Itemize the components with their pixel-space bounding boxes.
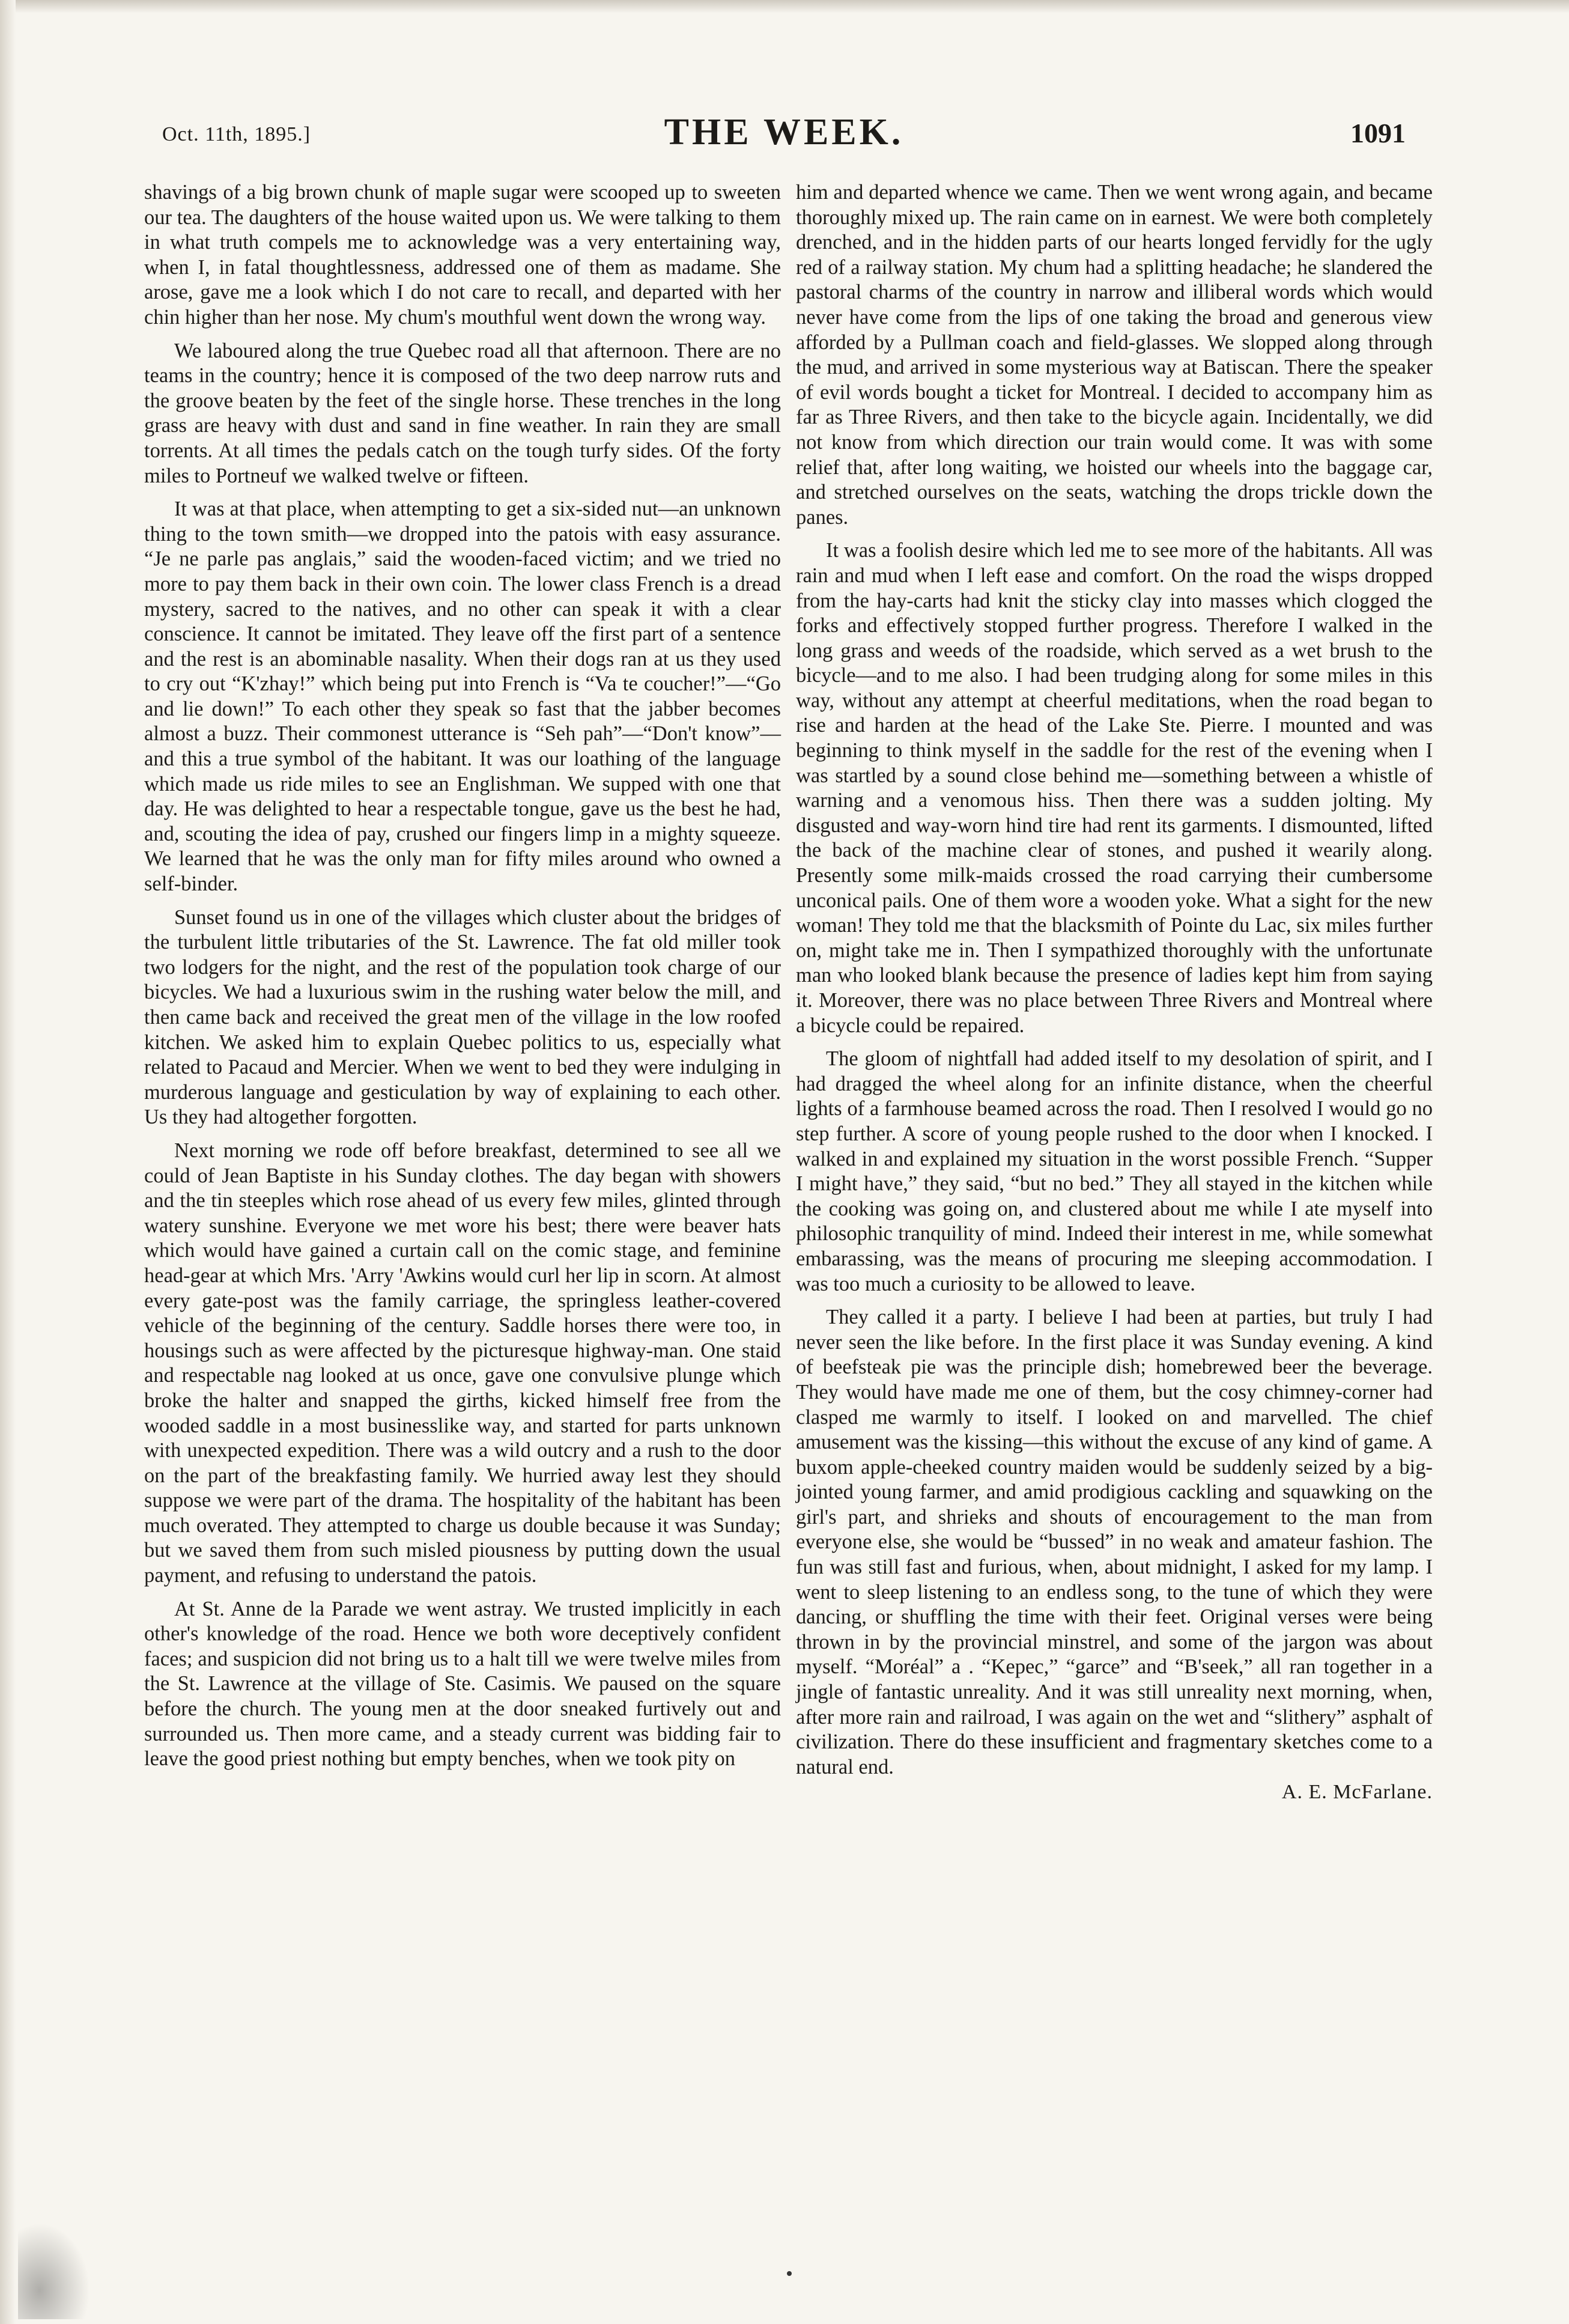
- right-column: [796, 180, 1433, 1805]
- page-number: 1091: [1350, 118, 1406, 148]
- masthead-title: THE WEEK.: [664, 112, 904, 153]
- issue-date: Oct. 11th, 1895.]: [162, 123, 311, 145]
- paragraph: They called it a party. I believe I had been at parties, but truly I had never seen the like before. In the first place it was Sunday evening. A kind of beefsteak pie was the principle dish; homebrewed beer the beverage. They would have made me one of them, but the cosy chimney-corner had clasped me warmly to itself. I looked on and marvelled. The chief amusement was the kissing—this without the excuse of any kind of game. A buxom apple-cheeked country maiden would be suddenly seized by a big-jointed young farmer, and amid prodigious cackling and squawking on the girl's part, and shrieks and shouts of encouragement to the man from everyone else, she would be “bussed” in no weak and amateur fashion. The fun was still fast and furious, when, about midnight, I asked for my lamp. I went to sleep listening to an endless song, to the tune of which they were dancing, or shuffling the time with their feet. Original verses were being thrown in by the provincial minstrel, and some of the jargon was about myself. “Moréal” a . “Kepec,” “garce” and “B'seek,” all ran together in a jingle of fantastic unreality. And it was still unreality next morning, when, after more rain and railroad, I was again on the wet and “slithery” asphalt of civilization. There do these insufficient and fragmentary sketches come to a natural end.: [796, 1306, 1433, 1778]
- paragraph: him and departed whence we came. Then we went wrong again, and became thoroughly mixed up. The rain came on in earnest. We were both completely drenched, and in the hidden parts of our hearts longed fervidly for the ugly red of a railway station. My chum had a splitting headache; he slandered the pastoral charms of the country in narrow and illiberal words which would never have come from the lips of one taking the broad and generous view afforded by a Pullman coach and field-glasses. We slopped along through the mud, and arrived in some mysterious way at Batiscan. There the speaker of evil words bought a ticket for Montreal. I decided to accompany him as far as Three Rivers, and then take to the bicycle again. Incidentally, we did not know from which direction our train would come. It was with some relief that, after long waiting, we hoisted our wheels into the baggage car, and stretched ourselves on the seats, watching the drops trickle down the panes.: [796, 181, 1433, 529]
- author-signature: A. E. McFarlane.: [1281, 1781, 1433, 1804]
- paragraph: It was at that place, when attempting to get a six-sided nut—an unknown thing to the town smith—we dropped into the patois with easy assurance. “Je ne parle pas anglais,” said the wooden-faced victim; and we tried no more to pay them back in their own coin. The lower class French is a dread mystery, sacred to the natives, and no other can speak it with a clear conscience. It cannot be imitated. They leave off the first part of a sentence and the rest is an abominable nasality. When their dogs ran at us they used to cry out “K'zhay!” which being put into French is “Va te coucher!”—“Go and lie down!” To each other they speak so fast that the jabber becomes almost a buzz. Their commonest utterance is “Seh pah”—“Don't know”—and this a true symbol of the habitant. It was our loathing of the language which made us ride miles to see an Englishman. We supped with one that day. He was delighted to hear a respectable tongue, gave us the best he had, and, scouting the idea of pay, crushed our fingers limp in a mighty squeeze. We learned that he was the only man for fifty miles around who owned a self-binder.: [144, 497, 781, 896]
- left-column: [144, 180, 781, 1772]
- corner-smudge: [18, 2223, 90, 2319]
- paragraph: At St. Anne de la Parade we went astray. We trusted implicitly in each other's knowledge of the road. Hence we both wore deceptively confident faces; and suspicion did not bring us to a halt till we were twelve miles from the St. Lawrence at the village of Ste. Casimis. We paused on the square before the church. The young men at the door sneaked furtively out and surrounded us. Then more came, and a steady current was bidding fair to leave the good priest nothing but empty benches, when we took pity on: [144, 1597, 781, 1771]
- paragraph: It was a foolish desire which led me to see more of the habitants. All was rain and mud when I left ease and comfort. On the road the wisps dropped from the hay-carts had knit the sticky clay into masses which clogged the forks and effectively stopped further progress. Therefore I walked in the long grass and weeds of the roadside, which served as a wet brush to the bicycle—and to me also. I had been trudging along for some miles in this way, without any attempt at cheerful meditations, when the road began to rise and harden at the head of the Lake Ste. Pierre. I mounted and was beginning to think myself in the saddle for the rest of the evening when I was startled by a sound close behind me—something between a whistle of warning and a venomous hiss. Then there was a sudden jolting. My disgusted and way-worn hind tire had rent its garments. I dismounted, lifted the back of the machine clear of stones, and pushed it wearily along. Presently some milk-maids crossed the road carrying their cumbersome unconical pails. One of them wore a wooden yoke. What a sight for the new woman! They told me that the blacksmith of Pointe du Lac, six miles further on, might take me in. Then I sympathized thoroughly with the unfortunate man who looked blank because the presence of ladies kept him from saying it. Moreover, there was no place between Three Rivers and Montreal where a bicycle could be repaired.: [796, 539, 1433, 1037]
- paragraph: We laboured along the true Quebec road all that afternoon. There are no teams in the country; hence it is composed of the two deep narrow ruts and the groove beaten by the feet of the single horse. These trenches in the long grass are heavy with dust and sand in fine weather. In rain they are small torrents. At all times the pedals catch on the tough turfy sides. Of the forty miles to Portneuf we walked twelve or fifteen.: [144, 339, 781, 487]
- page-header: [162, 111, 1406, 165]
- paragraph: shavings of a big brown chunk of maple sugar were scooped up to sweeten our tea. The daughters of the house waited upon us. We were talking to them in what truth compels me to acknowledge was a very entertaining way, when I, in fatal thoughtlessness, addressed one of them as madame. She arose, gave me a look which I do not care to recall, and departed with her chin higher than her nose. My chum's mouthful went down the wrong way.: [144, 181, 781, 329]
- page-left-edge: [0, 0, 16, 2324]
- paragraph: Sunset found us in one of the villages which cluster about the bridges of the turbulent little tributaries of the St. Lawrence. The fat old miller took two lodgers for the night, and the rest of the population took charge of our bicycles. We had a luxurious swim in the rushing water below the mill, and then came back and received the great men of the village in the low roofed kitchen. We asked him to explain Quebec politics to us, especially what related to Pacaud and Mercier. When we went to bed they were indulging in murderous language and gesticulation by way of explaining to each other. Us they had altogether forgotten.: [144, 905, 781, 1129]
- paragraph: The gloom of nightfall had added itself to my desolation of spirit, and I had dragged the wheel along for an infinite distance, when the cheerful lights of a farmhouse beamed across the road. Then I resolved I would go no step further. A score of young people rushed to the door when I knocked. I walked in and explained my situation in the worst possible French. “Supper I might have,” they said, “but no bed.” They all stayed in the kitchen while the cooking was going on, and clustered about me while I ate myself into philosophic tranquility of mind. Indeed their interest in me, while somewhat embarassing, was the means of procuring me sleeping accommodation. I was too much a curiosity to be allowed to leave.: [796, 1047, 1433, 1295]
- footer-mark: [787, 2271, 792, 2276]
- page-top-edge: [0, 0, 1569, 13]
- paragraph: Next morning we rode off before breakfast, determined to see all we could of Jean Baptiste in his Sunday clothes. The day began with showers and the tin steeples which rose ahead of us every few miles, glinted through watery sunshine. Everyone we met wore his best; there were beaver hats which would have gained a curtain call on the comic stage, and feminine head-gear at which Mrs. 'Arry 'Awkins would curl her lip in scorn. At almost every gate-post was the family carriage, the springless leather-covered vehicle of the beginning of the century. Saddle horses there were too, in housings such as were affected by the picturesque highway-man. One staid and respectable nag looked at us once, gave one convulsive plunge which broke the halter and snapped the girths, kicked himself free from the wooded saddle in a most businesslike way, and started for parts unknown with unexpected expedition. There was a wild outcry and a rush to the door on the part of the breakfasting family. We hurried away lest they should suppose we were part of the drama. The hospitality of the habitant has been much overated. They attempted to charge us double because it was Sunday; but we saved them from such misled piousness by putting down the usual payment, and refusing to understand the patois.: [144, 1139, 781, 1587]
